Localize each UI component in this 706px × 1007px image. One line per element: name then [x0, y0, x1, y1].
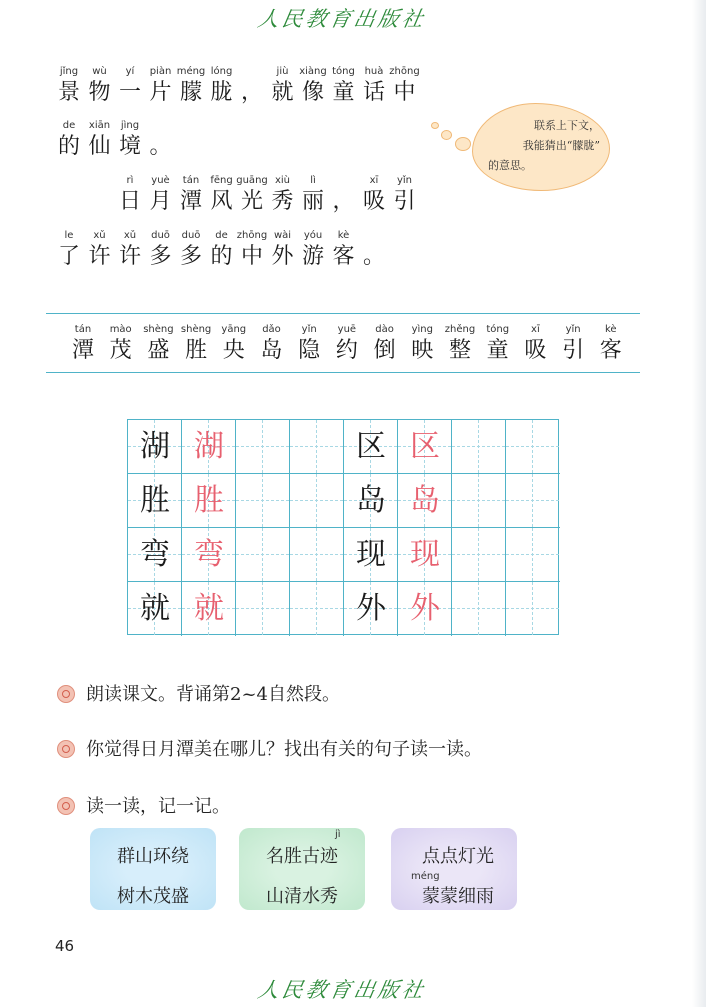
pinyin: lì: [310, 175, 316, 186]
pinyin: kè: [337, 230, 350, 241]
hanzi: 的: [57, 134, 80, 159]
vocab-pinyin: tán: [74, 324, 92, 335]
hanzi: 中: [240, 244, 263, 269]
grid-cell: [290, 528, 344, 582]
hanzi: 境: [118, 134, 141, 159]
grid-cell: [452, 420, 506, 474]
pinyin: rì: [126, 175, 134, 186]
hanzi: 。: [362, 244, 385, 269]
hanzi: 月: [149, 189, 172, 214]
phrase: 群山环绕: [117, 846, 189, 867]
pinyin: yí: [125, 66, 135, 77]
vocab-pinyin: shèng: [143, 324, 174, 335]
pinyin: huà: [364, 66, 384, 77]
pinyin: méng: [176, 66, 206, 77]
pinyin: xiān: [88, 120, 111, 131]
grid-cell: [506, 420, 560, 474]
hanzi: 日: [118, 189, 141, 214]
grid-cell: [236, 582, 290, 636]
bubble-line: 的意思。: [488, 159, 532, 172]
vocab-pinyin: tóng: [486, 324, 510, 335]
publisher-header: 人民教育出版社: [255, 7, 428, 31]
vocab-char: 倒: [373, 338, 396, 363]
trace-char: 外: [410, 591, 440, 626]
pinyin: tóng: [332, 66, 355, 77]
pinyin: de: [215, 230, 228, 241]
pinyin: jiù: [276, 66, 289, 77]
vocab-char: 岛: [260, 338, 283, 363]
pinyin: wài: [273, 230, 292, 241]
publisher-footer: 人民教育出版社: [255, 978, 428, 1002]
pinyin: xī: [369, 175, 379, 186]
hanzi: ，: [240, 80, 263, 105]
page-number: 46: [55, 937, 75, 955]
bubble-line: 我能猜出“朦胧”: [522, 139, 600, 152]
vocab-char: 茂: [109, 338, 132, 363]
pinyin: zhōng: [236, 230, 268, 241]
pinyin: jǐng: [59, 66, 79, 77]
grid-cell: [236, 420, 290, 474]
vocab-char: 潭: [71, 338, 94, 363]
pinyin: duō: [151, 230, 170, 241]
grid-cell: [236, 474, 290, 528]
hanzi: 仙: [88, 134, 111, 159]
phrase: 蒙蒙细雨: [422, 886, 494, 907]
model-char: 就: [140, 591, 170, 626]
model-char: 区: [356, 429, 386, 464]
vocab-pinyin: yǐn: [565, 324, 581, 335]
trace-char: 弯: [194, 537, 224, 572]
grid-cell: [236, 528, 290, 582]
hanzi: 朦: [179, 80, 202, 105]
pinyin: xǔ: [93, 230, 106, 241]
trace-char: 现: [410, 537, 440, 572]
hanzi: 光: [240, 189, 263, 214]
pinyin: xǔ: [123, 230, 137, 241]
pinyin: yóu: [303, 230, 323, 241]
hanzi: 吸: [362, 189, 385, 214]
grid-cell: [506, 582, 560, 636]
vocab-char: 引: [562, 338, 585, 363]
grid-cell: [452, 582, 506, 636]
vocab-strip: [0, 0, 706, 380]
pinyin: xiù: [274, 175, 291, 186]
grid-cell: [506, 528, 560, 582]
grid-cell: [290, 420, 344, 474]
pinyin: de: [62, 120, 76, 131]
hanzi: 了: [57, 244, 80, 269]
pinyin: le: [64, 230, 74, 241]
vocab-char: 约: [335, 338, 358, 363]
pinyin: fēng: [210, 175, 233, 186]
hanzi: 多: [149, 244, 172, 269]
vocab-pinyin: yǐn: [301, 324, 317, 335]
trace-char: 湖: [194, 429, 224, 464]
task-bullet-icon: [57, 740, 75, 758]
grid-cell: [290, 582, 344, 636]
model-char: 胜: [140, 483, 170, 518]
phrase: 名胜古迹: [266, 846, 338, 867]
grid-cell: [452, 474, 506, 528]
vocab-char: 胜: [185, 338, 208, 363]
phrase: 点点灯光: [422, 846, 494, 867]
vocab-char: 客: [599, 338, 622, 363]
hanzi: 引: [393, 189, 416, 214]
hanzi: 物: [88, 80, 111, 105]
model-char: 弯: [140, 537, 170, 572]
hanzi: 景: [57, 80, 80, 105]
hanzi: 风: [210, 189, 233, 214]
pinyin: tán: [182, 175, 200, 186]
writing-grid: [127, 419, 559, 635]
pinyin: yuè: [151, 175, 170, 186]
grid-cell: [290, 474, 344, 528]
hanzi: 潭: [179, 189, 202, 214]
vocab-char: 整: [448, 338, 471, 363]
hanzi: 中: [393, 80, 416, 105]
trace-char: 就: [194, 591, 224, 626]
hanzi: 外: [271, 244, 294, 269]
phrase: 山清水秀: [266, 886, 338, 907]
vocab-pinyin: xī: [531, 324, 540, 335]
vocab-pinyin: yuē: [337, 324, 357, 335]
hanzi: 许: [88, 244, 111, 269]
vocab-char: 吸: [524, 338, 547, 363]
hanzi: 许: [118, 244, 141, 269]
pinyin: yǐn: [396, 175, 413, 186]
trace-char: 岛: [410, 483, 440, 518]
hanzi: 丽: [301, 189, 324, 214]
pinyin: guāng: [236, 175, 268, 186]
pinyin-note: méng: [411, 871, 440, 882]
task-bullet-icon: [57, 685, 75, 703]
hanzi: 话: [362, 80, 385, 105]
model-char: 湖: [140, 429, 170, 464]
vocab-pinyin: yìng: [411, 324, 433, 335]
vocab-pinyin: mào: [109, 324, 132, 335]
task-3: 读一读，记一记。: [86, 796, 230, 817]
pinyin: duō: [181, 230, 201, 241]
grid-cell: [506, 474, 560, 528]
task-1: 朗读课文。背诵第2~4自然段。: [86, 684, 340, 705]
vocab-char: 盛: [147, 338, 170, 363]
hanzi: 像: [301, 80, 324, 105]
hanzi: 就: [271, 80, 294, 105]
hanzi: 游: [301, 244, 324, 269]
task-bullet-icon: [57, 797, 75, 815]
hanzi: 秀: [271, 189, 294, 214]
hanzi: 。: [149, 134, 172, 159]
phrase: 树木茂盛: [117, 886, 189, 907]
vocab-char: 隐: [298, 338, 321, 363]
vocab-pinyin: shèng: [180, 324, 212, 335]
pinyin-note: jì: [335, 829, 341, 840]
vocab-pinyin: dào: [375, 324, 394, 335]
grid-cell: [452, 528, 506, 582]
trace-char: 胜: [194, 483, 224, 518]
hanzi: 胧: [210, 80, 233, 105]
pinyin: jìng: [120, 120, 140, 131]
pinyin: wù: [92, 66, 107, 77]
vocab-char: 童: [486, 338, 509, 363]
hanzi: 片: [149, 80, 172, 105]
model-char: 岛: [356, 483, 386, 518]
hanzi: 的: [210, 244, 233, 269]
hanzi: ，: [332, 189, 355, 214]
pinyin: piàn: [149, 66, 172, 77]
task-2: 你觉得日月潭美在哪儿？找出有关的句子读一读。: [86, 739, 482, 760]
pinyin: xiàng: [299, 66, 327, 77]
pinyin: lóng: [210, 66, 233, 77]
vocab-pinyin: zhěng: [444, 324, 476, 335]
vocab-pinyin: dǎo: [262, 324, 281, 335]
bubble-line: 联系上下文，: [534, 119, 600, 132]
model-char: 外: [356, 591, 386, 626]
vocab-pinyin: yāng: [221, 324, 247, 335]
hanzi: 一: [118, 80, 141, 105]
trace-char: 区: [410, 429, 440, 464]
model-char: 现: [356, 537, 386, 572]
hanzi: 客: [332, 244, 355, 269]
vocab-pinyin: kè: [605, 324, 617, 335]
hanzi: 多: [179, 244, 202, 269]
vocab-bottom-rule: [46, 372, 640, 373]
hanzi: 童: [332, 80, 355, 105]
vocab-char: 映: [411, 338, 434, 363]
pinyin: zhōng: [389, 66, 420, 77]
vocab-char: 央: [222, 338, 245, 363]
